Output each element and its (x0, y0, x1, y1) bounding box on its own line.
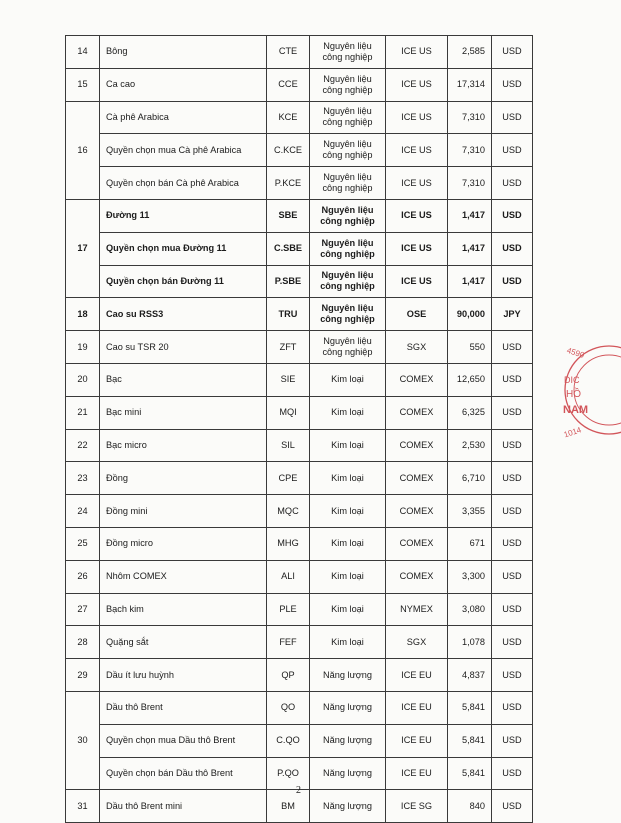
commodity-name-cell: Nhôm COMEX (100, 560, 267, 593)
commodity-group-cell: Kim loại (310, 495, 386, 528)
exchange-cell: SGX (386, 331, 448, 364)
commodity-name-cell: Bông (100, 36, 267, 69)
table-row (66, 396, 533, 429)
commodity-code-cell: QO (267, 691, 310, 724)
currency-cell: USD (492, 331, 533, 364)
table-row (66, 462, 533, 495)
svg-text:1014: 1014 (562, 425, 583, 440)
price-cell: 12,650 (448, 363, 492, 396)
table-row (66, 626, 533, 659)
table-row (66, 68, 533, 101)
table-row (66, 691, 533, 724)
exchange-cell: ICE US (386, 68, 448, 101)
currency-cell: JPY (492, 298, 533, 331)
commodity-group-cell: Kim loại (310, 396, 386, 429)
price-cell: 671 (448, 527, 492, 560)
price-cell: 4,837 (448, 659, 492, 692)
price-cell: 6,710 (448, 462, 492, 495)
price-cell: 3,300 (448, 560, 492, 593)
commodity-code-cell: CTE (267, 36, 310, 69)
price-cell: 6,325 (448, 396, 492, 429)
commodity-name-cell: Bạc (100, 363, 267, 396)
row-number-cell: 24 (66, 495, 100, 528)
commodity-name-cell: Bạch kim (100, 593, 267, 626)
exchange-cell: COMEX (386, 527, 448, 560)
row-number-cell: 31 (66, 790, 100, 823)
currency-cell: USD (492, 560, 533, 593)
red-seal-stamp (561, 340, 589, 440)
currency-cell: USD (492, 36, 533, 69)
svg-text:NAM: NAM (563, 404, 589, 416)
table-row (66, 724, 533, 757)
exchange-cell: COMEX (386, 495, 448, 528)
price-cell: 90,000 (448, 298, 492, 331)
currency-cell: USD (492, 626, 533, 659)
commodity-name-cell: Dầu thô Brent mini (100, 790, 267, 823)
price-cell: 5,841 (448, 724, 492, 757)
commodity-code-cell: P.KCE (267, 167, 310, 200)
price-cell: 1,417 (448, 199, 492, 232)
exchange-cell: ICE EU (386, 691, 448, 724)
commodity-group-cell: Kim loại (310, 626, 386, 659)
commodity-code-cell: CPE (267, 462, 310, 495)
commodity-table (65, 35, 533, 823)
commodity-name-cell: Quyền chọn bán Cà phê Arabica (100, 167, 267, 200)
exchange-cell: ICE EU (386, 724, 448, 757)
commodity-code-cell: FEF (267, 626, 310, 659)
commodity-name-cell: Quyền chọn bán Dầu thô Brent (100, 757, 267, 790)
row-number-cell: 21 (66, 396, 100, 429)
price-cell: 7,310 (448, 167, 492, 200)
commodity-code-cell: SIL (267, 429, 310, 462)
commodity-name-cell: Quặng sắt (100, 626, 267, 659)
table-row (66, 527, 533, 560)
commodity-group-cell: Năng lượng (310, 659, 386, 692)
commodity-group-cell: Năng lượng (310, 691, 386, 724)
price-cell: 1,417 (448, 265, 492, 298)
price-cell: 550 (448, 331, 492, 364)
currency-cell: USD (492, 659, 533, 692)
commodity-group-cell: Nguyên liệu công nghiệp (310, 265, 386, 298)
exchange-cell: ICE US (386, 134, 448, 167)
table-row (66, 495, 533, 528)
row-number-cell: 27 (66, 593, 100, 626)
commodity-name-cell: Dầu ít lưu huỳnh (100, 659, 267, 692)
price-cell: 5,841 (448, 691, 492, 724)
commodity-code-cell: BM (267, 790, 310, 823)
commodity-code-cell: C.SBE (267, 232, 310, 265)
commodity-name-cell: Đồng mini (100, 495, 267, 528)
commodity-group-cell: Kim loại (310, 462, 386, 495)
table-row (66, 593, 533, 626)
table-row (66, 101, 533, 134)
price-cell: 7,310 (448, 101, 492, 134)
exchange-cell: COMEX (386, 462, 448, 495)
commodity-group-cell: Kim loại (310, 363, 386, 396)
commodity-group-cell: Năng lượng (310, 724, 386, 757)
commodity-code-cell: MQI (267, 396, 310, 429)
table-row (66, 331, 533, 364)
svg-text:DIC: DIC (564, 375, 580, 385)
exchange-cell: NYMEX (386, 593, 448, 626)
exchange-cell: COMEX (386, 363, 448, 396)
currency-cell: USD (492, 265, 533, 298)
commodity-name-cell: Bạc mini (100, 396, 267, 429)
row-number-cell: 30 (66, 691, 100, 789)
row-number-cell: 26 (66, 560, 100, 593)
commodity-code-cell: KCE (267, 101, 310, 134)
commodity-code-cell: SIE (267, 363, 310, 396)
price-cell: 17,314 (448, 68, 492, 101)
price-cell: 2,530 (448, 429, 492, 462)
row-number-cell: 19 (66, 331, 100, 364)
commodity-group-cell: Nguyên liệu công nghiệp (310, 134, 386, 167)
commodity-name-cell: Đồng (100, 462, 267, 495)
row-number-cell: 22 (66, 429, 100, 462)
currency-cell: USD (492, 790, 533, 823)
row-number-cell: 20 (66, 363, 100, 396)
commodity-name-cell: Quyền chọn mua Dầu thô Brent (100, 724, 267, 757)
price-cell: 1,417 (448, 232, 492, 265)
commodity-name-cell: Bạc micro (100, 429, 267, 462)
row-number-cell: 17 (66, 199, 100, 297)
commodity-code-cell: P.QO (267, 757, 310, 790)
row-number-cell: 28 (66, 626, 100, 659)
currency-cell: USD (492, 396, 533, 429)
row-number-cell: 16 (66, 101, 100, 199)
table-row (66, 298, 533, 331)
currency-cell: USD (492, 68, 533, 101)
price-cell: 2,585 (448, 36, 492, 69)
price-cell: 7,310 (448, 134, 492, 167)
commodity-group-cell: Nguyên liệu công nghiệp (310, 167, 386, 200)
currency-cell: USD (492, 232, 533, 265)
commodity-group-cell: Năng lượng (310, 790, 386, 823)
exchange-cell: OSE (386, 298, 448, 331)
commodity-group-cell: Kim loại (310, 527, 386, 560)
row-number-cell: 14 (66, 36, 100, 69)
commodity-name-cell: Quyền chọn mua Cà phê Arabica (100, 134, 267, 167)
commodity-name-cell: Quyền chọn bán Đường 11 (100, 265, 267, 298)
exchange-cell: ICE US (386, 199, 448, 232)
commodity-group-cell: Nguyên liệu công nghiệp (310, 232, 386, 265)
price-cell: 840 (448, 790, 492, 823)
commodity-code-cell: C.KCE (267, 134, 310, 167)
commodity-code-cell: MQC (267, 495, 310, 528)
exchange-cell: ICE US (386, 265, 448, 298)
commodity-group-cell: Kim loại (310, 560, 386, 593)
svg-text:4590: 4590 (565, 345, 586, 360)
currency-cell: USD (492, 363, 533, 396)
exchange-cell: ICE US (386, 36, 448, 69)
table-row (66, 167, 533, 200)
currency-cell: USD (492, 495, 533, 528)
commodity-name-cell: Cao su RSS3 (100, 298, 267, 331)
exchange-cell: ICE US (386, 232, 448, 265)
table-row (66, 134, 533, 167)
table-row (66, 36, 533, 69)
commodity-name-cell: Cao su TSR 20 (100, 331, 267, 364)
currency-cell: USD (492, 593, 533, 626)
row-number-cell: 29 (66, 659, 100, 692)
price-cell: 5,841 (448, 757, 492, 790)
commodity-code-cell: ALI (267, 560, 310, 593)
currency-cell: USD (492, 724, 533, 757)
row-number-cell: 15 (66, 68, 100, 101)
svg-text:HỒ: HỒ (566, 389, 581, 400)
commodity-code-cell: C.QO (267, 724, 310, 757)
exchange-cell: COMEX (386, 429, 448, 462)
commodity-code-cell: QP (267, 659, 310, 692)
exchange-cell: ICE EU (386, 659, 448, 692)
commodity-group-cell: Nguyên liệu công nghiệp (310, 36, 386, 69)
price-cell: 3,355 (448, 495, 492, 528)
table-row (66, 659, 533, 692)
currency-cell: USD (492, 167, 533, 200)
table-row (66, 265, 533, 298)
currency-cell: USD (492, 691, 533, 724)
commodity-code-cell: PLE (267, 593, 310, 626)
exchange-cell: COMEX (386, 560, 448, 593)
row-number-cell: 18 (66, 298, 100, 331)
price-cell: 3,080 (448, 593, 492, 626)
commodity-group-cell: Năng lượng (310, 757, 386, 790)
currency-cell: USD (492, 429, 533, 462)
table-row (66, 199, 533, 232)
commodity-group-cell: Nguyên liệu công nghiệp (310, 101, 386, 134)
commodity-code-cell: P.SBE (267, 265, 310, 298)
commodity-group-cell: Kim loại (310, 429, 386, 462)
commodity-name-cell: Dầu thô Brent (100, 691, 267, 724)
commodity-name-cell: Quyền chọn mua Đường 11 (100, 232, 267, 265)
commodity-name-cell: Đồng micro (100, 527, 267, 560)
commodity-name-cell: Ca cao (100, 68, 267, 101)
commodity-code-cell: TRU (267, 298, 310, 331)
commodity-name-cell: Đường 11 (100, 199, 267, 232)
currency-cell: USD (492, 101, 533, 134)
page-number: 2 (296, 785, 301, 796)
table-row (66, 232, 533, 265)
currency-cell: USD (492, 199, 533, 232)
table-row (66, 363, 533, 396)
commodity-name-cell: Cà phê Arabica (100, 101, 267, 134)
exchange-cell: ICE US (386, 167, 448, 200)
table-row (66, 560, 533, 593)
exchange-cell: ICE SG (386, 790, 448, 823)
exchange-cell: SGX (386, 626, 448, 659)
commodity-group-cell: Nguyên liệu công nghiệp (310, 199, 386, 232)
commodity-code-cell: CCE (267, 68, 310, 101)
commodity-code-cell: MHG (267, 527, 310, 560)
exchange-cell: COMEX (386, 396, 448, 429)
commodity-code-cell: ZFT (267, 331, 310, 364)
table-row (66, 429, 533, 462)
currency-cell: USD (492, 527, 533, 560)
currency-cell: USD (492, 134, 533, 167)
exchange-cell: ICE EU (386, 757, 448, 790)
currency-cell: USD (492, 462, 533, 495)
exchange-cell: ICE US (386, 101, 448, 134)
row-number-cell: 25 (66, 527, 100, 560)
commodity-code-cell: SBE (267, 199, 310, 232)
commodity-group-cell: Kim loại (310, 593, 386, 626)
commodity-group-cell: Nguyên liệu công nghiệp (310, 331, 386, 364)
commodity-group-cell: Nguyên liệu công nghiệp (310, 68, 386, 101)
row-number-cell: 23 (66, 462, 100, 495)
commodity-group-cell: Nguyên liệu công nghiệp (310, 298, 386, 331)
currency-cell: USD (492, 757, 533, 790)
price-cell: 1,078 (448, 626, 492, 659)
